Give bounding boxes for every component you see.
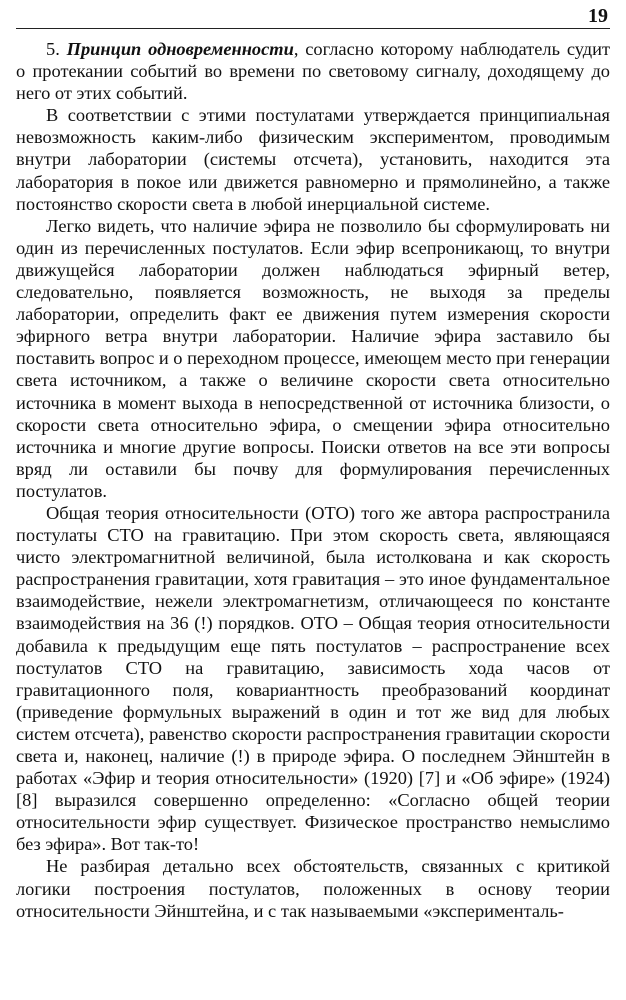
paragraph-continuation: Не разбирая детально всех обстоятельств, связанных с критикой логики построения постулатов, положенных в основу теории относительности Эйнштейна, и с так называемыми «эксперименталь- bbox=[16, 856, 610, 921]
paragraph-postulates-consequence: В соответствии с этими постулатами утверждается принципиальная невозможность каким-либо физическим экспериментом, проводимым внутри лаборатории (системы отсчета), установить, находится эта лаборатория в покое или движется равномерно и прямолинейно, а также постоянство скорости света в любой инерциальной системе. bbox=[16, 105, 610, 214]
book-page bbox=[16, 0, 610, 1000]
paragraph-general-relativity: Общая теория относительности (ОТО) того же автора распространила постулаты СТО на гравитацию. При этом скорость света, являющаяся чисто электромагнитной величиной, была истолкована и как скорость распространения гравитации, хотя гравитация – это иное фундаментальное взаимодействие, нежели электромагнетизм, отличающееся по константе взаимодействия на 36 (!) порядков. ОТО – Общая теория относительности добавила к предыдущим еще пять постулатов – распространение всех постулатов СТО на гравитацию, зависимость хода часов от гравитационного поля, ковариантность преобразований координат (приведение формульных выражений в один и тот же вид для любых систем отсчета), равенство скорости распространения гравитации скорости света и, наконец, наличие (!) в природе эфира. О последнем Эйнштейн в работах «Эфир и теория относительности» (1920) [7] и «Об эфире» (1924) [8] выразился совершенно определенно: «Согласно общей теории относительности эфир существует. Физическое пространство немыслимо без эфира». Вот так-то! bbox=[16, 502, 610, 855]
page-number: 19 bbox=[588, 5, 608, 27]
paragraph-principle-of-simultaneity bbox=[16, 38, 610, 104]
page-body bbox=[16, 38, 610, 922]
principle-title: Принцип одновременности bbox=[66, 39, 294, 59]
paragraph-text: , согласно которому наблюдатель судит о протекании событий во времени по световому сигналу, доходящему до него от этих событий. bbox=[16, 39, 611, 104]
paragraph-ether-argument: Легко видеть, что наличие эфира не позволило бы сформулировать ни один из перечисленных постулатов. Если эфир всепроникающ, то внутри движущейся лаборатории должен наблюдаться эфирный ветер, следовательно, появляется возможность, не выходя за пределы лаборатории, определить факт ее движения путем измерения скорости эфирного ветра внутри лаборатории. Наличие эфира заставило бы поставить вопрос и о переходном процессе, имеющем место при генерации света источником, а также о величине скорости света относительно источника в момент выхода в непосредственной от источника близости, о скорости света относительно эфира, о смещении эфира относительно источника и многие другие вопросы. Поиски ответов на все эти вопросы вряд ли оставили бы почву для формулирования перечисленных постулатов. bbox=[16, 215, 611, 501]
list-number: 5. bbox=[46, 39, 67, 59]
page-header bbox=[16, 0, 610, 29]
